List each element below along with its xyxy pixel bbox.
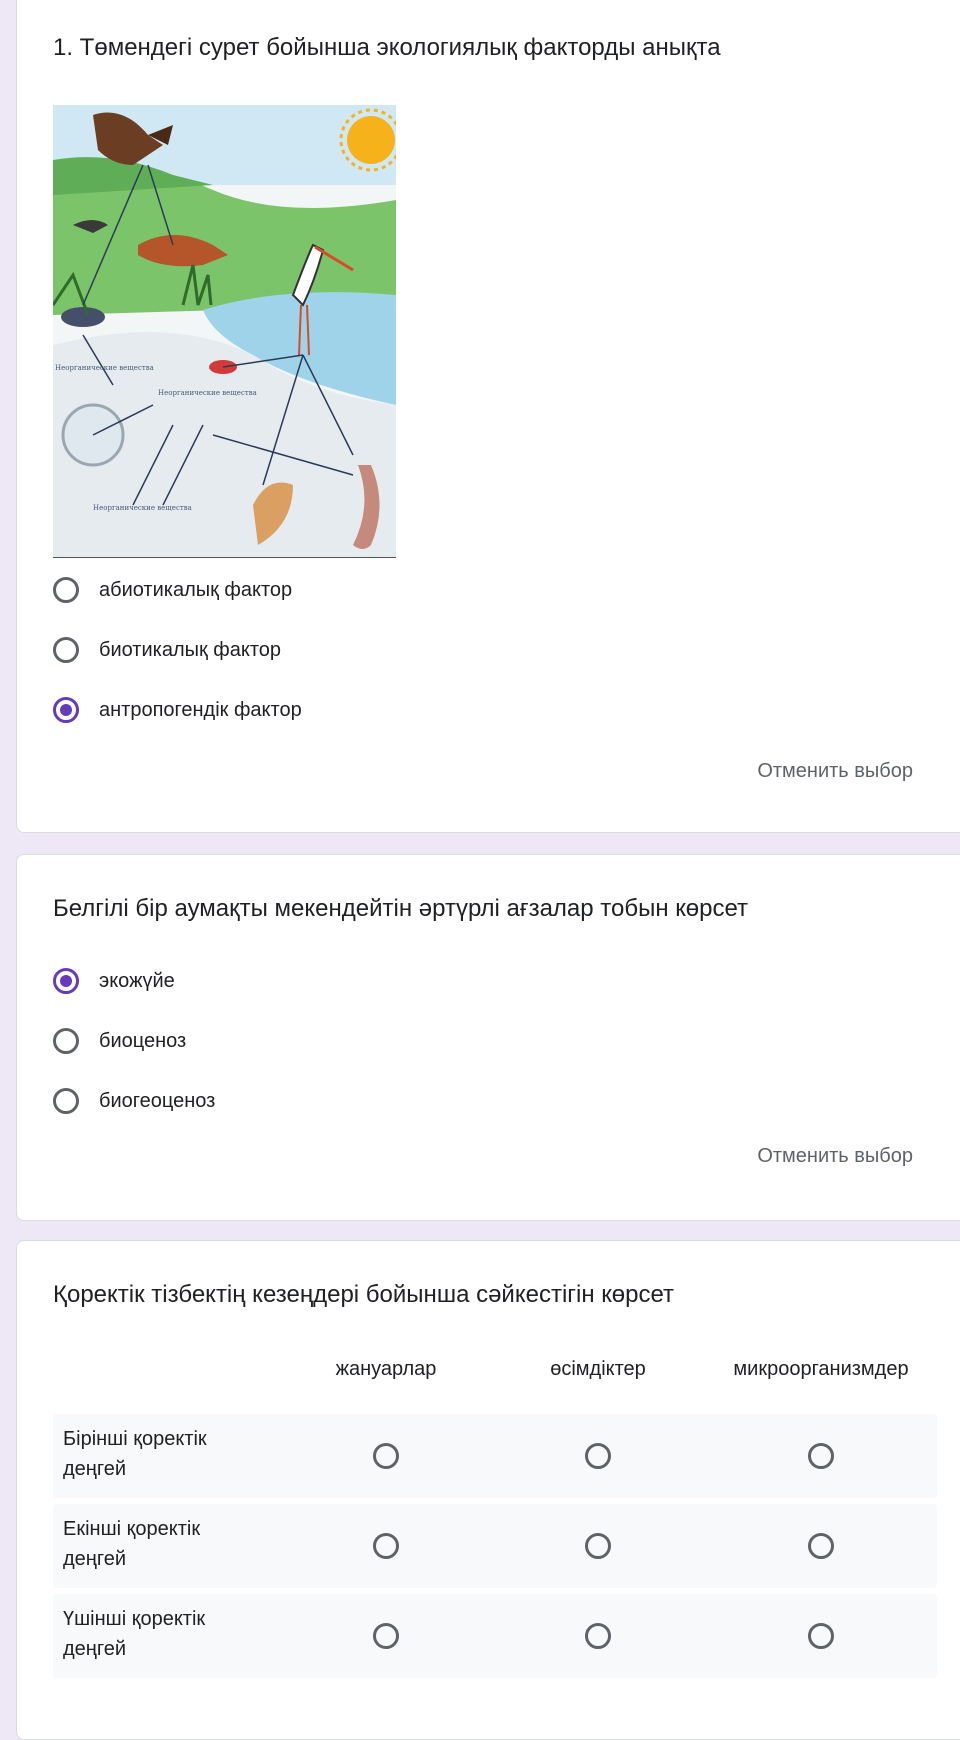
grid-radio[interactable]	[585, 1533, 611, 1559]
option-label: антропогендік фактор	[99, 699, 302, 721]
grid-row	[53, 1504, 937, 1588]
grid-column-header: микроорганизмдер	[733, 1358, 909, 1380]
option-label: биогеоценоз	[99, 1090, 216, 1112]
grid-row-label: Екінші қоректік деңгей	[63, 1518, 201, 1570]
option-label: биоценоз	[99, 1030, 187, 1052]
option-radio[interactable]	[53, 574, 292, 606]
mouse	[61, 307, 105, 327]
grid-radio[interactable]	[373, 1443, 399, 1469]
clear-selection-button[interactable]: Отменить выбор	[757, 1145, 913, 1167]
grid-radio[interactable]	[808, 1623, 834, 1649]
radio-button-selected[interactable]	[53, 697, 79, 723]
option-radio[interactable]	[53, 1085, 215, 1117]
question-card-2	[16, 854, 960, 1221]
image-label: Неорганические вещества	[55, 364, 154, 372]
option-label: абиотикалық фактор	[99, 579, 293, 601]
grid-row	[53, 1594, 937, 1678]
option-radio[interactable]	[53, 634, 281, 666]
grid-column-header: өсімдіктер	[550, 1358, 646, 1380]
radio-dot	[60, 704, 72, 716]
option-label: экожүйе	[99, 970, 175, 992]
radio-dot	[60, 975, 72, 987]
radio-button[interactable]	[53, 1028, 79, 1054]
radio-button[interactable]	[53, 577, 79, 603]
grid-row-label: Үшінші қоректік деңгей	[63, 1608, 206, 1660]
question-title: Белгілі бір аумақты мекендейтін әртүрлі ағзалар тобын көрсет	[53, 895, 749, 922]
question-title: Қоректік тізбектің кезеңдері бойынша сәйкестігін көрсет	[53, 1281, 675, 1308]
grid-radio[interactable]	[373, 1623, 399, 1649]
sun	[347, 116, 395, 164]
grid-radio[interactable]	[808, 1533, 834, 1559]
radio-button[interactable]	[53, 637, 79, 663]
option-radio[interactable]	[53, 694, 302, 726]
option-radio[interactable]	[53, 965, 175, 997]
question-card-1	[16, 0, 960, 833]
question-card-3	[16, 1240, 960, 1740]
radio-button-selected[interactable]	[53, 968, 79, 994]
option-radio[interactable]	[53, 1025, 186, 1057]
grid-radio[interactable]	[808, 1443, 834, 1469]
grid-radio[interactable]	[585, 1623, 611, 1649]
grid-row	[53, 1414, 937, 1498]
radio-button[interactable]	[53, 1088, 79, 1114]
food-web-illustration	[53, 105, 396, 558]
clear-selection-button[interactable]: Отменить выбор	[757, 760, 913, 782]
grid-radio[interactable]	[373, 1533, 399, 1559]
grid-row-label: Бірінші қоректік деңгей	[63, 1428, 207, 1480]
image-label: Неорганические вещества	[158, 389, 257, 397]
grid-radio[interactable]	[585, 1443, 611, 1469]
option-label: биотикалық фактор	[99, 639, 282, 661]
image-label: Неорганические вещества	[93, 504, 192, 512]
question-title: 1. Төмендегі сурет бойынша экологиялық факторды анықта	[53, 34, 721, 61]
grid-column-header: жануарлар	[335, 1358, 437, 1380]
